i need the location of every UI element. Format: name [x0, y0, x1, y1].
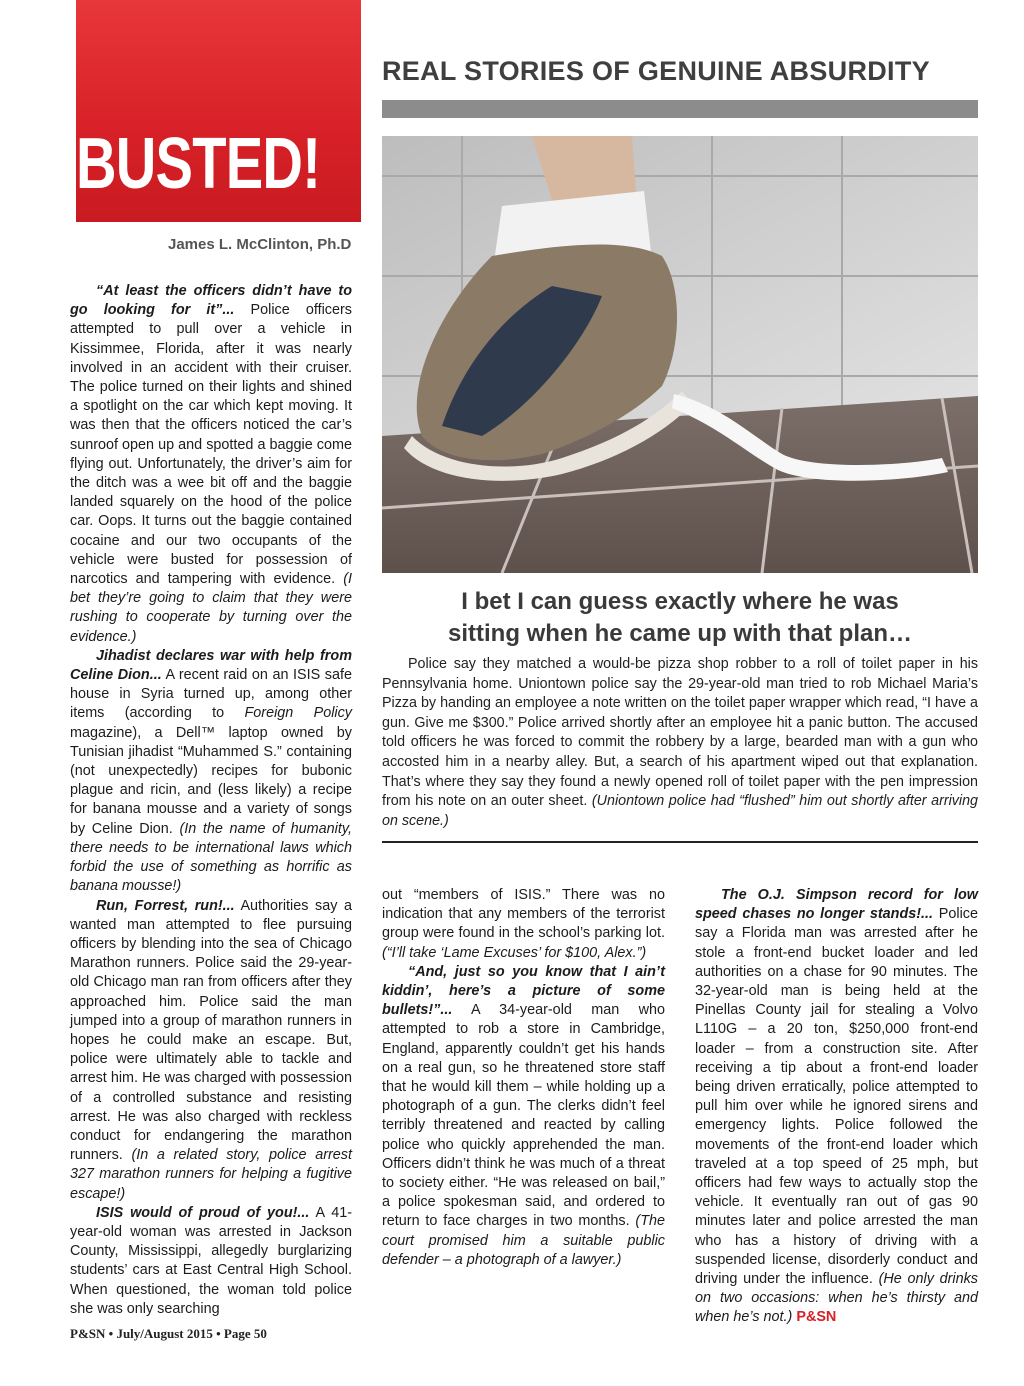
- story-officers: [70, 282, 352, 647]
- story-aside: (He only drinks on two occasions: when he’s thirsty and when he’s not.): [695, 1271, 978, 1326]
- story-body-cont: out “members of ISIS.” There was no indication that any members of the terrorist group were found in the school’s parking lot.: [382, 887, 665, 942]
- caption-headline-line2: sitting when he came up with that plan…: [447, 620, 913, 647]
- photo-illustration: [382, 136, 978, 573]
- photo-caption-story: [382, 655, 978, 831]
- story-body: A 34-year-old man who attempted to rob a store in Cambridge, England, apparently couldn’t get his hands on a real gun, so he threatened store staff that he would kill them – while holding up a photograph of a gun. The clerks didn’t feel terribly threatened and reacted by calling police who quickly apprehended the man. Officers didn’t think he was much of a threat to society either. “He was released on bail,” a police spokesman said, and ordered to return to face charges in two months.: [382, 1002, 665, 1230]
- caption-story-aside: (Uniontown police had “flushed” him out shortly after arriving on scene.): [382, 793, 978, 829]
- story-body: A recent raid on an ISIS safe house in Syria turned up, among other items (according to: [70, 667, 352, 722]
- story-isis-continued: [382, 886, 665, 963]
- story-body: Police say a Florida man was arrested after he stole a front-end bucket loader and led authorities on a chase for 90 minutes. The 32-year-old man is being held at the Pinellas County jail for stealing a Volvo L110G – a 20 ton, $250,000 front-end loader – from a construction site. After receiving a tip about a front-end loader being driven erratically, police attempted to pull him over while he ignored sirens and emergency lights. Police followed the movements of the front-end loader which traveled at a top speed of 25 mph, but officers had few ways to actually stop the vehicle. It eventually ran out of gas 90 minutes later and police arrested the man who has a history of driving with a suspended license, disorderly conduct and driving under the influence.: [695, 906, 978, 1288]
- story-body: Police officers attempted to pull over a vehicle in Kissimmee, Florida, after it was nearly involved in an accident with their cruiser. The police turned on their lights and shined a spotlight on the car which kept moving. It was then that the officers noticed the car’s sunroof open up and spotted a baggie come flying out. Unfortunately, the driver’s aim for the ditch was a wee bit off and the baggie landed squarely on the hood of the police car. Oops. It turns out the baggie contained cocaine and our two occupants of the vehicle were busted for possession of narcotics and tampering with evidence.: [70, 302, 352, 588]
- header-rule-bar: [382, 100, 978, 118]
- shoe-with-toilet-paper-photo: [382, 136, 978, 573]
- story-bullets: [382, 963, 665, 1270]
- column-left: [70, 282, 352, 1319]
- story-aside: (“I’ll take ‘Lame Excuses’ for $100, Alex.”): [382, 944, 647, 961]
- author-byline: James L. McClinton, Ph.D: [168, 236, 352, 253]
- story-lead: Run, Forrest, run!...: [96, 897, 235, 914]
- magazine-name: Foreign Policy: [244, 705, 352, 722]
- story-lead: Jihadist declares war with help from Celine Dion...: [70, 647, 352, 684]
- section-divider: [382, 841, 978, 843]
- story-jihadist: [70, 647, 352, 897]
- section-title: BUSTED!: [76, 124, 321, 204]
- end-mark-logo: P&SN: [796, 1309, 837, 1326]
- story-body: Authorities say a wanted man attempted to flee pursuing officers by blending into the sea of Chicago Marathon runners. Police said the 29-year-old Chicago man ran from officers after they approached him. Police said the man jumped into a group of marathon runners in hopes he could make an escape. But, police were ultimately able to tackle and arrest him. He was charged with possession of a controlled substance and resisting arrest. He was also charged with reckless conduct for endangering the marathon runners.: [70, 897, 352, 1164]
- story-body: A 41-year-old woman was arrested in Jackson County, Mississippi, allegedly burglarizing students’ cars at East Central High School. When questioned, the woman told police she was only searching: [70, 1204, 352, 1317]
- story-forrest: [70, 897, 352, 1204]
- story-lead: “At least the officers didn’t have to go looking for it”...: [70, 283, 352, 319]
- column-middle: [382, 886, 665, 1270]
- story-aside: (The court promised him a suitable public defender – a photograph of a lawyer.): [382, 1213, 666, 1268]
- story-isis: [70, 1204, 352, 1319]
- page-header-title: REAL STORIES OF GENUINE ABSURDITY: [382, 56, 930, 86]
- photo-caption-headline: [382, 586, 978, 650]
- column-right: [695, 886, 978, 1328]
- story-lead: The O.J. Simpson record for low speed chases no longer stands!...: [695, 887, 978, 923]
- story-aside: (In the name of humanity, there needs to be international laws which forbid the use of something as horrific as banana mousse!): [70, 820, 352, 895]
- caption-story-body: Police say they matched a would-be pizza shop robber to a roll of toilet paper in his Pennsylvania home. Uniontown police say the 29-year-old man tried to rob Michael Maria’s Pizza by handing an employee a note written on the toilet paper wrapper which read, “I have a gun. Give me $300.” Police arrived shortly after an employee hit a panic button. The accused told officers he was forced to commit the robbery by a large, bearded man with a gun who accosted him in a nearby alley. But, a search of his apartment wiped out that explanation. That’s where they say they found a newly opened roll of toilet paper with the pen impression from his note on an outer sheet.: [382, 656, 978, 810]
- story-lead: ISIS would of proud of you!...: [96, 1204, 310, 1221]
- story-body-cont: magazine), a Dell™ laptop owned by Tunisian jihadist “Muhammed S.” containing (not unexpectedly) recipes for bubonic plague and ricin, and (less likely) a recipe for banana mousse and a variety of songs by Celine Dion.: [70, 724, 352, 837]
- story-lead: “And, just so you know that I ain’t kiddin’, here’s a picture of some bullets!”...: [382, 963, 665, 1019]
- story-aside: (In a related story, police arrest 327 marathon runners for helping a fugitive escape!): [70, 1147, 352, 1202]
- caption-headline-line1: I bet I can guess exactly where he was: [461, 588, 899, 615]
- story-loader-chase: [695, 886, 978, 1328]
- page-footer: P&SN • July/August 2015 • Page 50: [70, 1326, 267, 1341]
- story-aside: (I bet they’re going to claim that they were rushing to cooperate by turning over the evidence.): [70, 571, 353, 645]
